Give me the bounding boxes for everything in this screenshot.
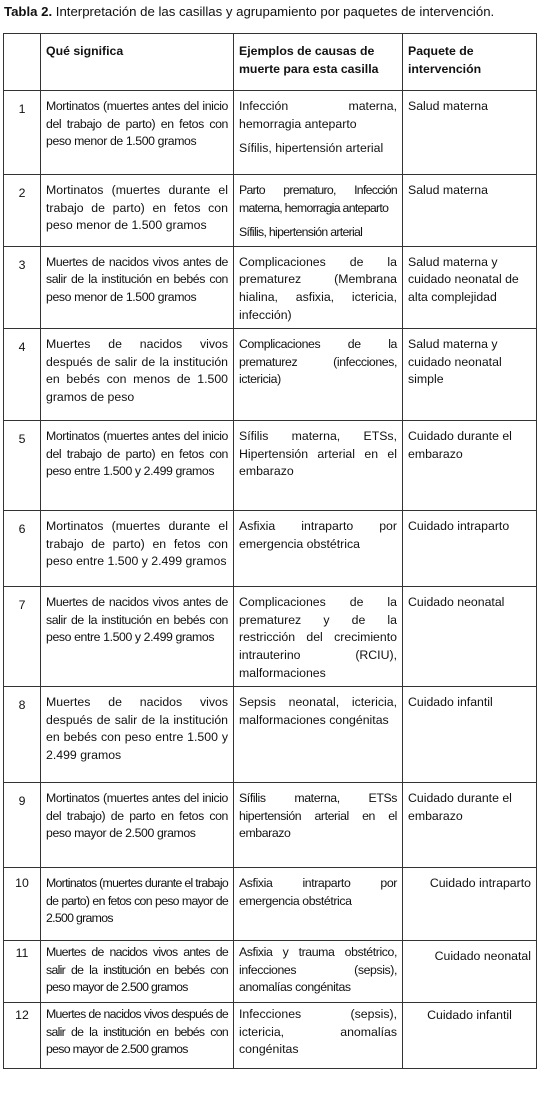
- row-number: 10: [4, 868, 41, 941]
- row-causas: Asfixia intraparto por emergencia obstétrica: [234, 511, 403, 587]
- row-significa: Muertes de nacidos vivos después de salir de la institución en bebés con menos de 1.500 gramos de peso: [41, 329, 234, 421]
- row-number: 2: [4, 175, 41, 247]
- table-caption: [4, 4, 549, 20]
- header-causas: Ejemplos de causas de muerte para esta casilla: [234, 34, 403, 91]
- row-causas: Sepsis neonatal, ictericia, malformaciones congénitas: [234, 687, 403, 783]
- row-paquete: Cuidado infantil: [403, 687, 537, 783]
- row-paquete: Cuidado neonatal: [403, 587, 537, 687]
- intervention-table: [3, 33, 537, 1069]
- table-row: [4, 175, 537, 247]
- table-row: [4, 941, 537, 1003]
- row-number: 9: [4, 783, 41, 868]
- caption-text: Interpretación de las casillas y agrupamiento por paquetes de intervención.: [52, 4, 495, 19]
- row-causas: [234, 91, 403, 175]
- row-significa: Muertes de nacidos vivos antes de salir de la institución en bebés con peso mayor de 2.500 gramos: [41, 941, 234, 1003]
- row-number: 5: [4, 421, 41, 511]
- row-number: 6: [4, 511, 41, 587]
- row-paquete: Cuidado neonatal: [403, 941, 537, 1003]
- row-number: 1: [4, 91, 41, 175]
- row-causa-b: Sífilis, hipertensión arterial: [239, 141, 384, 156]
- header-paquete: Paquete de intervención: [403, 34, 537, 91]
- row-number: 3: [4, 246, 41, 328]
- row-significa: Mortinatos (muertes antes del inicio del trabajo) de parto en fetos con peso mayor de 2.500 gramos: [41, 783, 234, 868]
- row-causas: Complicaciones de la prematurez y de la restricción del crecimiento intrauterino (RCIU), malformaciones: [234, 587, 403, 687]
- header-significa: Qué significa: [41, 34, 234, 91]
- row-significa: Mortinatos (muertes antes del inicio del trabajo de parto) en fetos con peso entre 1.500 y 2.499 gramos: [41, 421, 234, 511]
- row-causas: [234, 175, 403, 247]
- row-paquete: Salud materna: [403, 175, 537, 247]
- table-row: [4, 687, 537, 783]
- table-row: [4, 421, 537, 511]
- table-header-row: [4, 34, 537, 91]
- table-row: [4, 91, 537, 175]
- header-num: [4, 34, 41, 91]
- row-causas: Complicaciones de la prematurez (infecciones, ictericia): [234, 329, 403, 421]
- row-significa: Mortinatos (muertes antes del inicio del trabajo de parto) en fetos con peso menor de 1.500 gramos: [41, 91, 234, 175]
- row-causas: Infecciones (sepsis), ictericia, anomalías congénitas: [234, 1003, 403, 1069]
- row-causa-a: Infección materna, hemorragia anteparto: [239, 99, 397, 131]
- row-paquete: Cuidado durante el embarazo: [403, 783, 537, 868]
- row-number: 8: [4, 687, 41, 783]
- row-number: 4: [4, 329, 41, 421]
- row-causas: Sífilis materna, ETSs hipertensión arterial en el embarazo: [234, 783, 403, 868]
- row-number: 7: [4, 587, 41, 687]
- row-causa-a: Parto prematuro, Infección materna, hemorragia anteparto: [239, 183, 397, 215]
- table-row: [4, 783, 537, 868]
- table-row: [4, 511, 537, 587]
- row-significa: Mortinatos (muertes durante el trabajo de parto) en fetos con peso entre 1.500 y 2.499 gramos: [41, 511, 234, 587]
- row-causas: Asfixia y trauma obstétrico, infecciones (sepsis), anomalías congénitas: [234, 941, 403, 1003]
- row-number: 12: [4, 1003, 41, 1069]
- row-significa: Mortinatos (muertes durante el trabajo de parto) en fetos con peso mayor de 2.500 gramos: [41, 868, 234, 941]
- row-causas: Sífilis materna, ETSs, Hipertensión arterial en el embarazo: [234, 421, 403, 511]
- row-paquete: Salud materna: [403, 91, 537, 175]
- row-paquete: Cuidado infantil: [403, 1003, 537, 1069]
- row-significa: Muertes de nacidos vivos después de salir de la institución en bebés con peso entre 1.500 y 2.499 gramos: [41, 687, 234, 783]
- row-causa-b: Sífilis, hipertensión arterial: [239, 225, 363, 240]
- row-causas: Complicaciones de la prematurez (Membrana hialina, asfixia, ictericia, infección): [234, 246, 403, 328]
- row-paquete: Salud materna y cuidado neonatal simple: [403, 329, 537, 421]
- row-significa: Mortinatos (muertes durante el trabajo de parto) en fetos con peso menor de 1.500 gramos: [41, 175, 234, 247]
- table-row: [4, 329, 537, 421]
- table-row: [4, 868, 537, 941]
- row-significa: Muertes de nacidos vivos antes de salir de la institución en bebés con peso menor de 1.500 gramos: [41, 246, 234, 328]
- table-row: [4, 587, 537, 687]
- table-row: [4, 1003, 537, 1069]
- table-row: [4, 246, 537, 328]
- row-paquete: Cuidado intraparto: [403, 868, 537, 941]
- row-significa: Muertes de nacidos vivos antes de salir de la institución en bebés con peso entre 1.500 y 2.499 gramos: [41, 587, 234, 687]
- row-paquete: Salud materna y cuidado neonatal de alta complejidad: [403, 246, 537, 328]
- row-paquete: Cuidado intraparto: [403, 511, 537, 587]
- row-number: 11: [4, 941, 41, 1003]
- row-significa: Muertes de nacidos vivos después de salir de la institución en bebés con peso mayor de 2.500 gramos: [41, 1003, 234, 1069]
- caption-label: Tabla 2.: [4, 4, 53, 19]
- row-paquete: Cuidado durante el embarazo: [403, 421, 537, 511]
- row-causas: Asfixia intraparto por emergencia obstétrica: [234, 868, 403, 941]
